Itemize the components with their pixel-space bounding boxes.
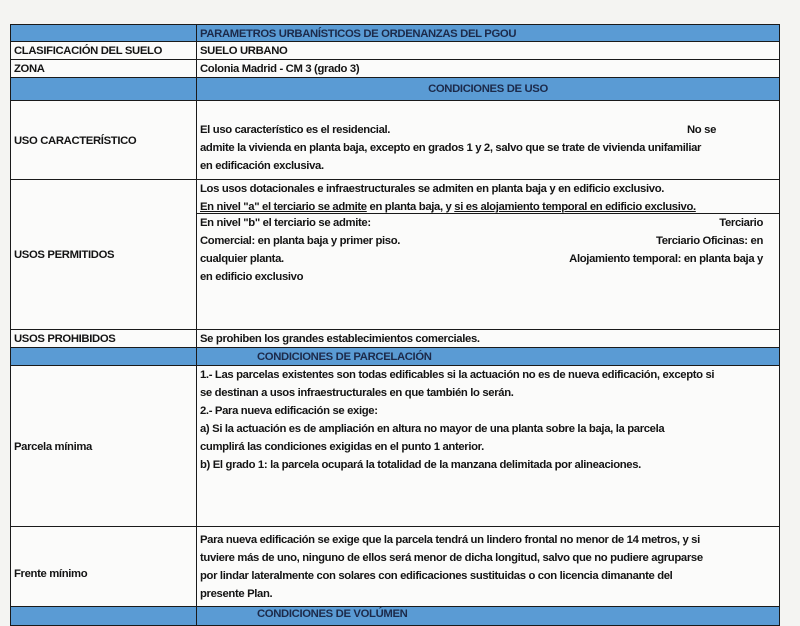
zona-value: Colonia Madrid - CM 3 (grado 3) xyxy=(196,59,780,79)
usos-prohibidos-label: USOS PROHIBIDOS xyxy=(10,329,198,349)
uso-caracteristico-value xyxy=(196,100,780,181)
text-line: 1.- Las parcelas existentes son todas edificables si la actuación no es de nueva edificación, excepto si xyxy=(200,369,715,381)
text-line: b) El grado 1: la parcela ocupará la totalidad de la manzana delimitada por alineaciones. xyxy=(200,459,641,471)
usos-permitidos-label: USOS PERMITIDOS xyxy=(10,179,198,331)
clasificacion-label: CLASIFICACIÓN DEL SUELO xyxy=(10,41,198,61)
text-segment: Alojamiento temporal: en planta baja y xyxy=(569,253,763,265)
text-line: por lindar lateralmente con solares con edificaciones sustituidas o con licencia dimanante del xyxy=(200,570,673,582)
parcela-minima-label: Parcela mínima xyxy=(10,365,198,528)
text-line xyxy=(200,232,763,250)
text-line: cumplirá las condiciones exigidas en el punto 1 anterior. xyxy=(200,441,484,453)
section-condiciones-uso: CONDICIONES DE USO xyxy=(196,77,780,102)
text-line xyxy=(200,214,763,232)
text-line xyxy=(200,250,763,268)
text-segment: El uso característico es el residencial. xyxy=(200,124,391,136)
section-label-cell xyxy=(10,77,198,102)
text-line: admite la vivienda en planta baja, excepto en grados 1 y 2, salvo que se trate de vivienda unifamiliar xyxy=(200,142,702,154)
usos-permitidos-value-b xyxy=(196,213,780,331)
text-segment: No se xyxy=(686,124,716,136)
text-line: se destinan a usos infraestructurales en que también lo serán. xyxy=(200,387,514,399)
text-segment: Terciario xyxy=(719,217,763,229)
text-line: presente Plan. xyxy=(200,588,273,600)
text-segment: si es alojamiento temporal en edificio exclusivo. xyxy=(454,201,696,213)
text-line: en edificación exclusiva. xyxy=(200,160,324,172)
section-label-cell xyxy=(10,606,198,626)
usos-permitidos-value-a xyxy=(196,179,780,215)
clasificacion-value: SUELO URBANO xyxy=(196,41,780,61)
text-line: 2.- Para nueva edificación se exige: xyxy=(200,405,378,417)
parcela-minima-value xyxy=(196,365,780,528)
text-line: Los usos dotacionales e infraestructurales se admiten en planta baja y en edificio exclusivo. xyxy=(200,183,665,195)
text-segment: Terciario Oficinas: en xyxy=(656,235,763,247)
text-line: a) Si la actuación es de ampliación en altura no mayor de una planta sobre la baja, la parcela xyxy=(200,423,665,435)
text-segment: en planta baja, y xyxy=(366,201,455,213)
table-title: PARAMETROS URBANÍSTICOS DE ORDENANZAS DEL PGOU xyxy=(196,24,780,43)
section-condiciones-parcelacion: CONDICIONES DE PARCELACIÓN xyxy=(196,347,780,367)
zona-label: ZONA xyxy=(10,59,198,79)
text-line xyxy=(200,121,776,139)
text-segment: Comercial: en planta baja y primer piso. xyxy=(200,235,401,247)
text-segment: En nivel "b" el terciario se admite: xyxy=(200,217,371,229)
uso-caracteristico-label: USO CARACTERÍSTICO xyxy=(10,100,198,181)
frente-minimo-value xyxy=(196,526,780,608)
section-label-cell xyxy=(10,347,198,367)
usos-prohibidos-value: Se prohiben los grandes establecimientos comerciales. xyxy=(196,329,780,349)
text-line: tuviere más de uno, ninguno de ellos será menor de dicha longitud, salvo que no pudiere agruparse xyxy=(200,552,703,564)
text-line: en edificio exclusivo xyxy=(200,271,304,283)
text-segment: En nivel "a" el terciario se admite xyxy=(200,201,367,213)
text-line: Para nueva edificación se exige que la parcela tendrá un lindero frontal no menor de 14 metros, y si xyxy=(200,534,700,546)
text-segment: cualquier planta. xyxy=(200,253,284,265)
section-condiciones-volumen: CONDICIONES DE VOLÚMEN xyxy=(196,606,780,626)
frente-minimo-label: Frente mínimo xyxy=(10,526,198,608)
